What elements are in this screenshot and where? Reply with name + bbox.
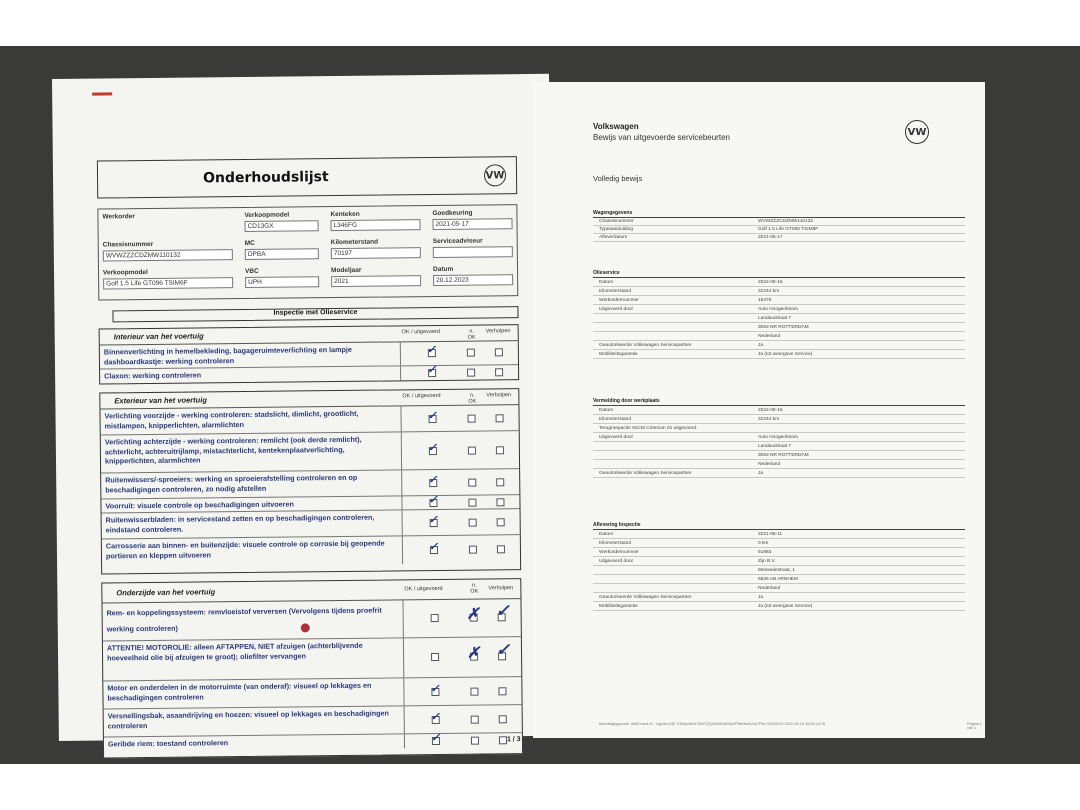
verholpen-checkbox[interactable] [496,498,504,506]
column-divider [404,706,405,733]
record-key: Afleverdatum [599,235,628,240]
record-row [593,548,965,557]
photo-background [0,46,1080,764]
record-value: 51983 [758,549,772,555]
checklist-item-text: ATTENTIE! MOTOROLIE: alleen AFTAPPEN, NIET afzuigen (achterblijvende hoeveelheid olie bij afzuigen te groot); oliefilter vervangen [106,640,363,663]
nok-checkbox[interactable] [468,415,476,423]
checklist-item-text: Rem- en koppelingssysteem: remvloeistof verversen (Vervolgens tijdens proefrit werking controleren) [106,605,382,634]
record-row [593,442,965,451]
section-olieservice [593,270,965,359]
col-verholpen-header: Verholpen [486,392,512,399]
record-key: Mobiliteitsgarantie [599,351,638,357]
col-ok-header: OK / uitgevoerd [402,392,441,400]
record-key: Kilometerstand [599,416,631,422]
page-title: Onderhoudslijst [202,169,329,187]
record-value: Nederland [758,585,781,591]
record-value: Zijn B.V. [758,558,776,564]
record-row [593,332,965,341]
record-row [593,234,965,242]
checklist-row [101,431,519,473]
record-key: Datum [599,279,614,285]
record-value: 0 km [758,540,769,546]
record-value: Nederland [758,461,781,467]
nok-checkbox[interactable] [471,737,479,745]
record-key: Geautoriseerde Volkswagen Servicepartner [599,594,692,600]
vw-logo-icon: VW [905,120,929,144]
meta-goedkeuring: Goedkeuring 2021-05-17 [432,209,512,230]
proof-label: Volledig bewijs [593,174,643,183]
record-row [593,469,965,478]
record-key: Datum [599,407,614,413]
record-key: Uitgevoerd door [599,306,634,312]
checklist-row [104,733,522,751]
subtitle: Bewijs van uitgevoerde servicebeurten [593,133,730,142]
column-divider [401,432,402,469]
checklist-item-text: Motor en onderdelen in de motorruimte (van onderaf): visueel op lekkages en beschadigingen controleren [107,680,372,703]
ok-checkbox[interactable] [431,653,439,661]
checklist-item-text: Claxon: werking controleren [104,370,202,381]
check-mark: ✓ [495,601,510,621]
col-verholpen-header: Verholpen [485,328,511,335]
record-row [593,433,965,442]
checklist-row [102,599,520,641]
verification-footer: Bevestigingscode: a084.mw4.fh - vqjs3w A3E V32lqmBs3YN0FQIQHhGMdD9a2P9kir9w4Vvk7Pfw %2023/10 2022-08-16 18:08 (v2.0) [599,722,826,726]
record-value: 15476 [758,297,772,303]
record-row [593,406,965,415]
record-row [593,557,965,566]
check-mark: ✓ [495,640,511,660]
record-value: Ja (tot weergave Service) [758,351,813,357]
col-verholpen-header: Verholpen [488,585,514,592]
record-row [593,278,965,287]
checklist-row [103,637,521,681]
page-number: 1 / 3 [506,736,521,744]
check-mark: ✓ [428,473,438,487]
record-value: Ja [758,342,764,348]
record-row [593,575,965,584]
record-row [593,530,965,539]
check-mark: ✓ [427,363,437,377]
checklist-row [103,677,521,709]
meta-werkorder: Werkorder [102,213,135,221]
record-row [593,218,965,226]
checklist-row [100,365,518,383]
record-row [593,287,965,296]
brand-title: Volkswagen [593,122,639,131]
record-value: 6826 AB ARNHEM [758,576,798,582]
section-aflevering [593,522,965,611]
record-key: Uitgevoerd door [599,558,634,564]
checklist-row [104,705,522,737]
record-row [593,602,965,611]
check-mark: ✓ [428,513,438,527]
col-ok-header: OK / uitgevoerd [404,585,443,593]
column-divider [402,510,403,535]
record-value: Ja [758,594,764,600]
record-key: Kilometerstand [599,540,631,546]
record-value: 32244 km [758,288,780,294]
nok-checkbox[interactable] [467,369,475,377]
meta-verkoopmodel: Verkoopmodel CD13GX [244,211,318,232]
checklist-item-text: Voorruit: visuele controle op beschadigingen uitvoeren [105,499,294,511]
record-row [593,539,965,548]
strike-mark: ✗ [466,644,480,662]
checklist-item-text: Verlichting achterzijde - werking controleren: remlicht (ook derde remlicht), achterlicht, achteruitrijlamp, mistachterlicht, kentekenplaatverlichting, knipperlichten, alarmlichten [104,434,362,466]
section-heading: Aflevering Inspectie [593,522,965,530]
record-value: Ja [758,470,764,476]
verholpen-checkbox[interactable] [496,446,504,454]
block-exterieur [99,388,521,574]
verholpen-checkbox[interactable] [495,368,503,376]
nok-checkbox[interactable] [469,519,477,527]
verholpen-checkbox[interactable] [496,478,504,486]
section-wagengegevens [593,210,965,242]
record-value: Landauistraat 7 [758,443,792,449]
record-row [593,584,965,593]
record-key: Mobiliteitsgarantie [599,603,638,609]
record-value: Merwedestraat, 1 [758,567,796,573]
col-nok-header: n. OK [467,328,476,341]
block-title: Exterieur van het voertuig [114,395,207,406]
record-value: Auto Hoogenboom [758,306,799,312]
check-mark: ✓ [426,343,437,357]
meta-vbc: VBC UPH [245,267,319,288]
title-box [97,156,517,198]
nok-checkbox[interactable] [468,479,476,487]
section-werkplaats [593,398,965,478]
meta-datum: Datum 20.12.2023 [433,265,513,286]
record-key: Geautoriseerde Volkswagen Servicepartner [599,470,692,476]
col-nok-header: n. OK [468,392,477,405]
checklist-item-text: Verlichting voorzijde - werking controleren: stadslicht, dimlicht, grootlicht, mistlampen, knipperlichten, alarmlichten [104,408,359,431]
column-divider [401,470,402,495]
section-heading: Wagengegevens [593,210,965,218]
record-key: Kilometerstand [599,288,631,294]
column-divider [403,638,404,677]
checklist-row [102,535,520,567]
section-heading: Olieservice [593,270,965,278]
meta-mc: MC DPBA [245,239,319,260]
meta-adviseur: Serviceadviseur [433,237,513,258]
record-value: Auto Hoogenboom [758,434,799,440]
checklist-item-text: Geribde riem: toestand controleren [107,738,229,749]
vw-logo-icon: VW [484,164,506,186]
record-row [593,226,965,234]
record-row [593,350,965,359]
column-divider [400,342,401,365]
record-row [593,424,965,433]
record-value: Ja (tot weergave Service) [758,603,813,609]
verholpen-checkbox[interactable] [499,736,507,744]
column-divider [402,600,403,637]
record-value: 2021-05-11 [758,531,783,537]
record-row [593,296,965,305]
checklist-item-text: Ruitenwisserbladen: in servicestand zetten en op beschadigingen controleren, eindstand controleren. [105,512,375,535]
nok-checkbox[interactable] [468,499,476,507]
record-value: 32244 km [758,416,780,422]
verholpen-checkbox[interactable] [495,348,503,356]
meta-kenteken: Kenteken L346FG [330,210,420,231]
nok-checkbox[interactable] [467,349,475,357]
record-key: Terugroepactie 91CM Criterium 01 uitgevoerd. [599,425,698,431]
vehicle-meta-box [97,204,518,300]
record-key: Typeaanduiding [599,227,633,232]
strike-mark: ✗ [466,605,480,623]
record-value: 3063 NR ROTTERDAM [758,324,809,330]
record-value: WVWZZZCDZMW110132 [758,219,814,224]
record-value: 3063 NR ROTTERDAM [758,452,809,458]
check-mark: ✓ [428,493,438,507]
checklist-item-text: Versnellingsbak, asaandrijving en hoezen: visueel op lekkages en beschadigingen controleren [107,708,389,731]
checklist-item-text: Binnenverlichting in hemelbekleding, bagageruimteverlichting en lampje dashboardkastje: werking controleren [103,344,352,367]
record-row [593,314,965,323]
nok-checkbox[interactable] [469,546,477,554]
servicebewijs-sheet [533,82,985,738]
section-heading: Vermelding door werkplaats [593,398,965,406]
record-key: Chassisnummer [599,219,634,224]
column-divider [402,536,403,564]
record-row [593,451,965,460]
block-interieur [99,324,520,384]
record-key: Datum [599,531,614,537]
section-title: Inspectie met Olieservice [112,306,518,322]
record-row [593,305,965,314]
pagination: Pagina 1 van 1 [967,722,982,730]
meta-chassis: Chassisnummer WVWZZZCDZMW110132 [103,240,233,261]
onderhoudslijst-sheet [52,74,556,749]
record-key: Werkordernummer [599,549,639,555]
record-value: Golf 1.5 Life GT096 TSIM6F [758,227,819,232]
nok-checkbox[interactable] [471,716,479,724]
meta-modeljaar: Modeljaar 2021 [331,266,421,287]
column-divider [403,678,404,705]
red-dot-icon [301,623,310,632]
checklist-item-text: Carrosserie aan binnen- en buitenzijde: visuele controle op corrosie bij geopende portieren en kleppen uitvoeren [105,538,385,561]
nok-checkbox[interactable] [468,447,476,455]
record-row [593,415,965,424]
record-value: 2021-05-17 [758,235,783,240]
record-key: Geautoriseerde Volkswagen Servicepartner [599,342,692,348]
column-divider [404,734,405,748]
record-value: 2022-08-16 [758,279,783,285]
column-divider [400,366,401,380]
checklist-item-text: Ruitenwissers/-sproeiers: werking en sproeierafstelling controleren en op beschadigingen controleren, zo nodig afstellen [105,472,358,495]
record-row [593,566,965,575]
bottom-margin [0,764,1080,810]
block-title: Interieur van het voertuig [113,331,204,342]
check-mark: ✓ [427,409,437,423]
column-divider [401,496,402,509]
column-divider [400,406,401,431]
verholpen-checkbox[interactable] [497,545,505,553]
meta-verkoopmodel-2: Verkoopmodel Golf 1.5 Life GT096 TSIM6F [103,268,233,289]
meta-km: Kilometerstand 70197 [331,238,421,259]
record-value: 2022-08-16 [758,407,783,413]
record-row [593,341,965,350]
verholpen-checkbox[interactable] [499,715,507,723]
record-row [593,593,965,602]
red-mark [92,92,112,95]
col-nok-header: n. OK [470,582,479,595]
check-mark: ✓ [430,731,441,745]
record-row [593,460,965,469]
record-key: Werkordernummer [599,297,639,303]
record-value: Landauistraat 7 [758,315,792,321]
record-value: Nederland [758,333,781,339]
nok-checkbox[interactable] [470,688,478,696]
record-row [593,323,965,332]
check-mark: ✓ [430,710,440,724]
verholpen-checkbox[interactable] [496,414,504,422]
verholpen-checkbox[interactable] [497,518,505,526]
check-mark: ✓ [428,540,439,554]
block-title: Onderzijde van het voertuig [116,587,216,598]
col-ok-header: OK / uitgevoerd [401,328,440,336]
check-mark: ✓ [430,682,440,696]
ok-checkbox[interactable] [431,614,439,622]
record-key: Uitgevoerd door [599,434,634,440]
check-mark: ✓ [427,441,438,455]
block-onderzijde [101,578,523,758]
verholpen-checkbox[interactable] [498,687,506,695]
